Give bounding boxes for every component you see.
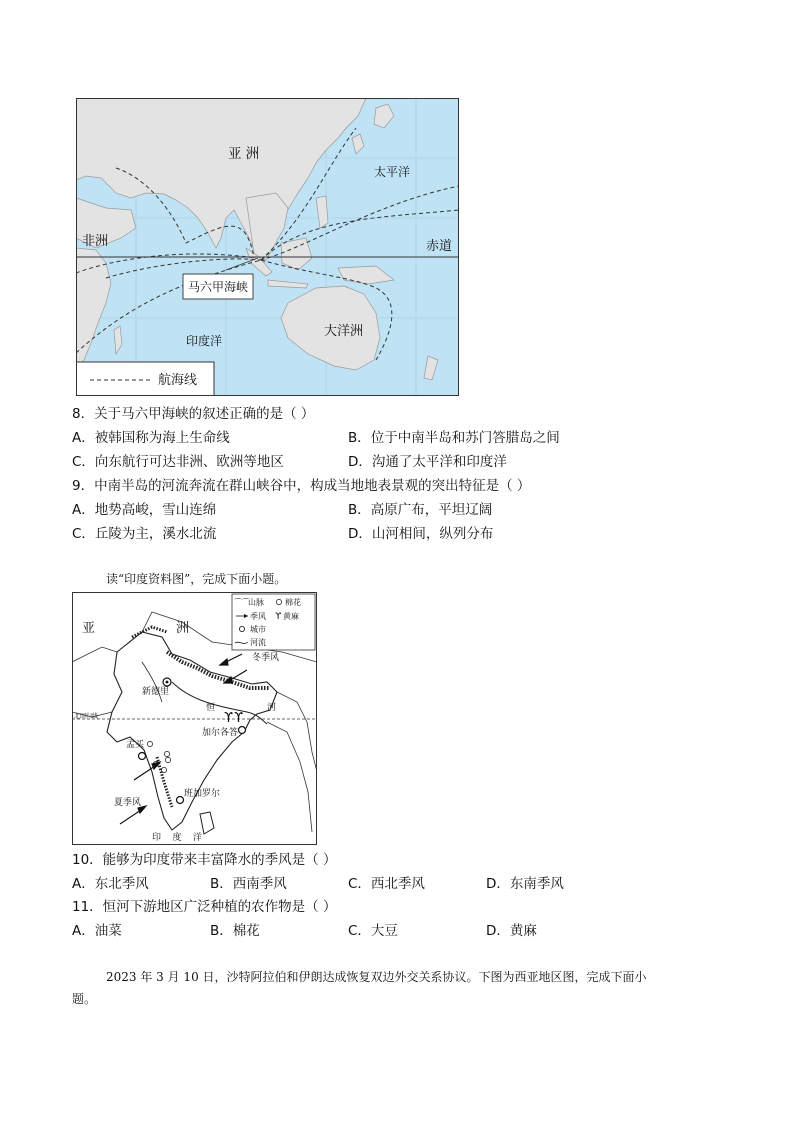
africa-label: 非洲 bbox=[82, 234, 109, 249]
question-11-option-c: C．大豆 bbox=[348, 923, 398, 939]
legend-route-label: 航海线 bbox=[158, 373, 198, 388]
bangalore-city bbox=[177, 797, 184, 804]
jute-symbol-2: ϒ bbox=[234, 711, 244, 726]
west-asia-intro-line-1: 2023 年 3 月 10 日，沙特阿拉伯和伊朗达成恢复双边外交关系协议。下图为西亚地区图，完成下面小 bbox=[106, 970, 647, 984]
question-11-option-b: B．棉花 bbox=[210, 923, 260, 939]
pacific-label: 太平洋 bbox=[374, 165, 411, 179]
question-11-option-d: D．黄麻 bbox=[486, 923, 537, 939]
question-8-option-d: D．沟通了太平洋和印度洋 bbox=[348, 454, 507, 470]
ganges-label-2: 河 bbox=[267, 703, 277, 713]
question-9-option-c: C．丘陵为主，溪水北流 bbox=[72, 526, 217, 542]
legend-cotton: 棉花 bbox=[285, 598, 301, 607]
question-9-option-d: D．山河相间，纵列分布 bbox=[348, 526, 494, 542]
mumbai-city bbox=[139, 753, 146, 760]
question-11-option-a: A．油菜 bbox=[72, 923, 122, 939]
question-10-option-d: D．东南季风 bbox=[486, 876, 564, 892]
mumbai-label: 孟买 bbox=[126, 740, 145, 750]
kolkata-label: 加尔各答 bbox=[202, 728, 239, 738]
legend-river: 河流 bbox=[250, 638, 266, 647]
southeast-asia-route-map bbox=[76, 98, 459, 396]
asia-left-label: 亚 bbox=[82, 621, 96, 636]
question-8-option-a: A．被韩国称为海上生命线 bbox=[72, 430, 230, 446]
question-10-option-c: C．西北季风 bbox=[348, 876, 425, 892]
question-11-stem: 11．恒河下游地区广泛种植的农作物是（ ） bbox=[72, 899, 337, 915]
svg-text:ϒ: ϒ bbox=[275, 612, 282, 622]
question-9-stem: 9．中南半岛的河流奔流在群山峡谷中，构成当地地表景观的突出特征是（ ） bbox=[72, 478, 531, 494]
oceania-label: 大洋洲 bbox=[324, 324, 364, 339]
svg-text:⌒⌒: ⌒⌒ bbox=[234, 598, 250, 607]
india-ocean-label: 印 度 洋 bbox=[152, 833, 202, 843]
india-map-intro: 读“印度资料图”，完成下面小题。 bbox=[106, 572, 287, 586]
legend-monsoon: 季风 bbox=[250, 612, 266, 621]
kolkata-city bbox=[239, 727, 246, 734]
question-8-option-b: B．位于中南半岛和苏门答腊岛之间 bbox=[348, 430, 560, 446]
asia-right-label: 洲 bbox=[176, 621, 190, 636]
legend-city: 城市 bbox=[250, 625, 266, 634]
question-9-option-a: A．地势高峻，雪山连绵 bbox=[72, 502, 217, 518]
question-10-stem: 10．能够为印度带来丰富降水的季风是（ ） bbox=[72, 852, 337, 868]
question-9-option-b: B．高原广布，平坦辽阔 bbox=[348, 502, 493, 518]
ganges-label-1: 恒 bbox=[206, 703, 216, 713]
new-delhi-label: 新德里 bbox=[142, 687, 170, 697]
legend-mountain: 山脉 bbox=[248, 598, 264, 607]
equator-label: 赤道 bbox=[426, 239, 453, 254]
question-8-stem: 8．关于马六甲海峡的叙述正确的是（ ） bbox=[72, 406, 315, 422]
question-8-option-c: C．向东航行可达非洲、欧洲等地区 bbox=[72, 454, 284, 470]
bangalore-label: 班加罗尔 bbox=[184, 789, 221, 799]
indian-ocean-label: 印度洋 bbox=[186, 334, 223, 348]
jute-symbol-1: ϒ bbox=[224, 711, 234, 726]
summer-monsoon-label: 夏季风 bbox=[114, 798, 142, 808]
asia-label: 亚 洲 bbox=[228, 146, 260, 162]
strait-label: 马六甲海峡 bbox=[188, 280, 249, 294]
legend-jute: 黄麻 bbox=[283, 612, 299, 621]
west-asia-intro-line-2: 题。 bbox=[72, 992, 97, 1006]
question-10-option-b: B．西南季风 bbox=[210, 876, 287, 892]
india-data-map bbox=[72, 592, 317, 845]
tropic-label: 北回归线 bbox=[74, 713, 99, 720]
winter-monsoon-label: 冬季风 bbox=[252, 653, 280, 663]
question-10-option-a: A．东北季风 bbox=[72, 876, 149, 892]
